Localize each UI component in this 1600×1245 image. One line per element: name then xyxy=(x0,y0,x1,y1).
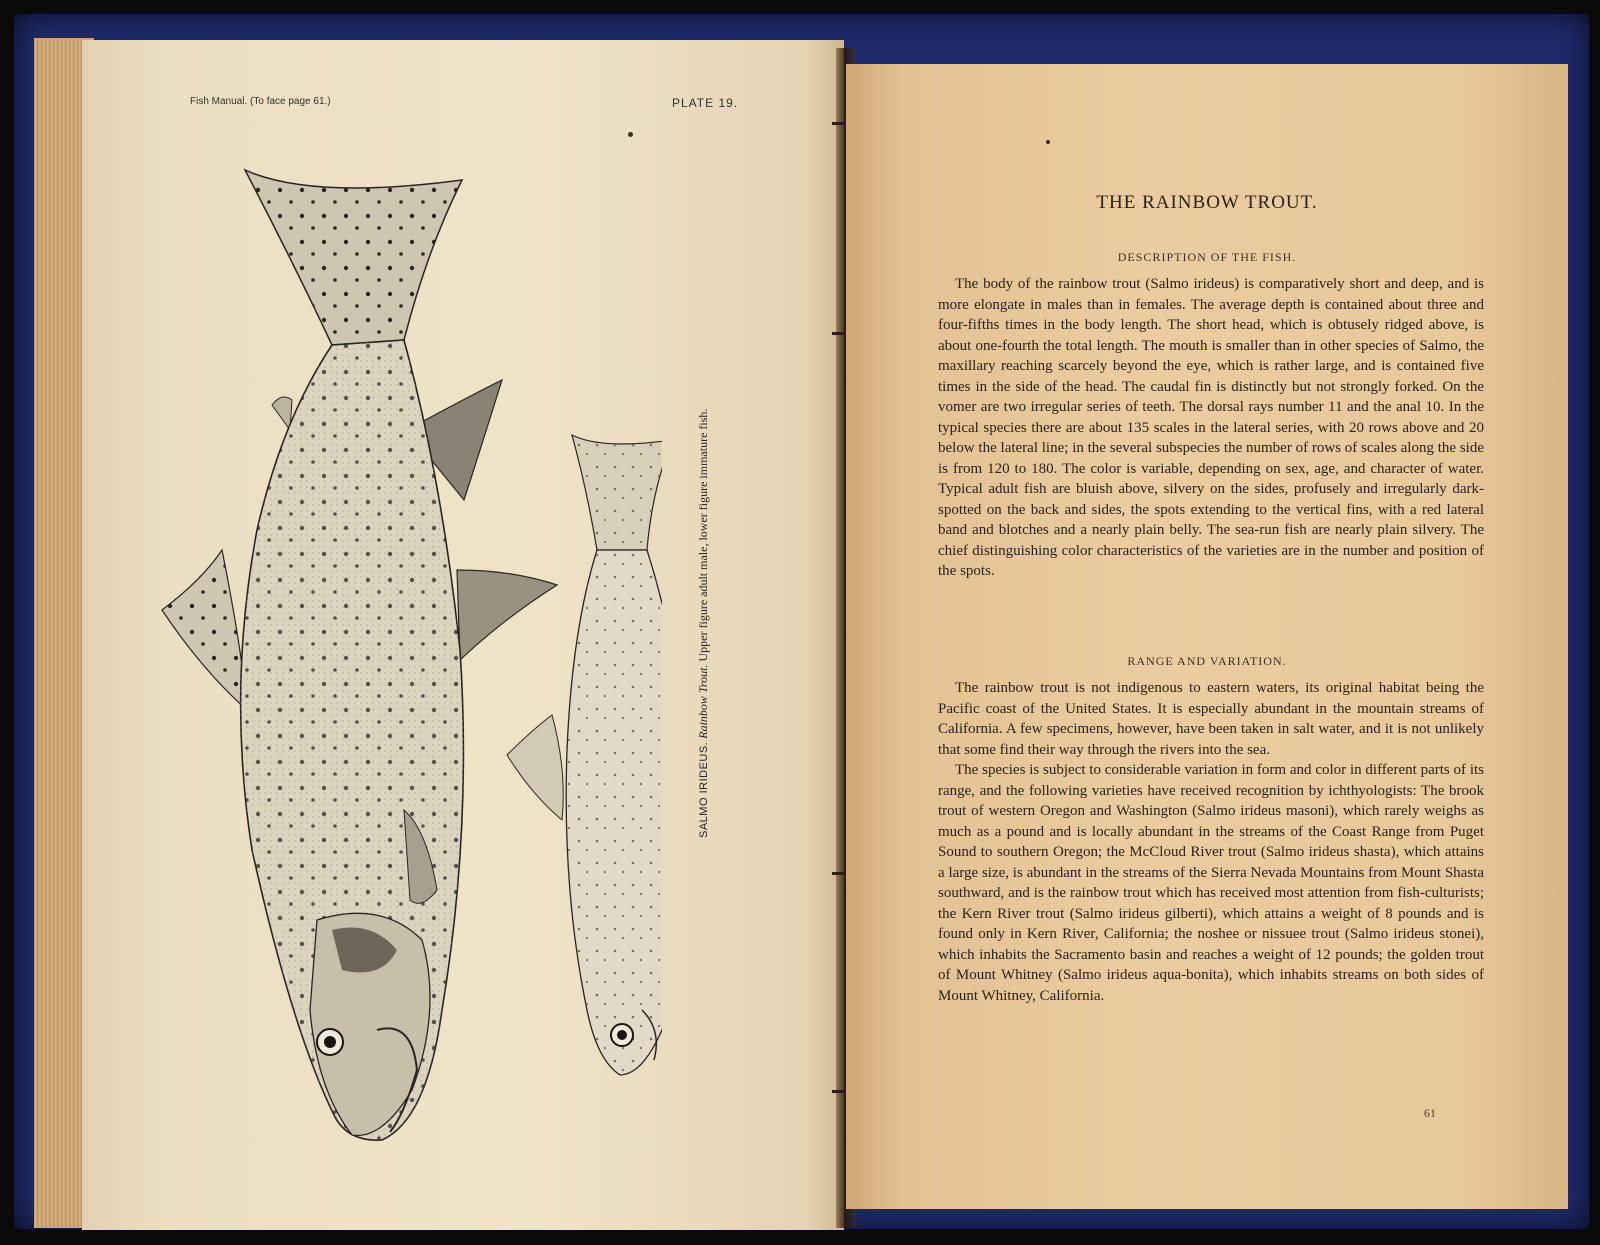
caption-description: Upper figure adult male, lower figure immature fish. xyxy=(696,408,710,662)
ink-spot xyxy=(1046,140,1050,144)
fish-illustration xyxy=(142,130,662,1170)
plate-number: PLATE 19. xyxy=(672,96,739,110)
right-page xyxy=(846,64,1568,1209)
caption-common-name: Rainbow Trout. xyxy=(696,664,710,739)
caption-genus: SALMO IRIDEUS. xyxy=(698,741,710,838)
plate-caption xyxy=(696,368,718,838)
paragraph: The rainbow trout is not indigenous to eastern waters, its original habitat being the Pacific coast of the United States. It is especially abundant in the mountain streams of California. A few specimens, however, have been taken in salt water, and it is not unlikely that some find their way through the rivers into the sea. xyxy=(938,680,1484,758)
left-page xyxy=(82,40,844,1230)
section-heading-description: DESCRIPTION OF THE FISH. xyxy=(1117,250,1297,264)
immature-trout xyxy=(507,435,662,1075)
adult-male-trout xyxy=(162,170,557,1140)
description-text xyxy=(938,274,1484,582)
paragraph: The body of the rainbow trout (Salmo irideus) is comparatively short and deep, and is more elongate in males than in females. The average depth is contained about three and four-fifths times in the body length. The short head, which is obtusely ridged above, is about one-fourth the total length. The mouth is smaller than in other species of Salmo, the maxillary reaching scarcely beyond the eye, which is rather large, and is contained five times in the side of the head. The caudal fin is distinctly but not strongly forked. On the vomer are two irregular series of teeth. The dorsal rays number 11 and the anal 10. In the typical species there are about 135 scales in the lateral series, with 20 rows above and 20 below the lateral line; in the several subspecies the number of rows of scales along the side is from 120 to 180. The color is variable, depending on sex, age, and character of water. Typical adult fish are bluish above, silvery on the sides, profusely and irregularly dark-spotted on the back and sides, the spots extending to the vertical fins, with a red lateral band and blotches and a nearly plain belly. The sea-run fish are nearly plain silvery. The chief distinguishing color characteristics of the varieties are in the number and position of the spots. xyxy=(938,276,1484,579)
paragraph: The species is subject to considerable variation in form and color in different parts of its range, and the following varieties have received recognition by ichthyologists: The brook trout of western Oregon and Washington (Salmo irideus masoni), which rarely weighs as much as a pound and is locally abundant in the streams of the Coast Range from Puget Sound to southern Oregon; the McCloud River trout (Salmo irideus shasta), which attains a large size, is abundant in the streams of the Sierra Nevada Mountains from Mount Shasta southward, and is the rainbow trout which has received most attention from fish-culturists; the Kern River trout (Salmo irideus gilberti), which attains a weight of 8 pounds and is found only in Kern River, California; the noshee or nissuee trout (Salmo irideus stonei), which inhabits the Sacramento basin and reaches a weight of 12 pounds; the golden trout of Mount Whitney (Salmo irideus aqua-bonita), which inhabits streams on both sides of Mount Whitney, California. xyxy=(938,762,1484,1004)
section-heading-range: RANGE AND VARIATION. xyxy=(1127,654,1287,668)
page-title: THE RAINBOW TROUT. xyxy=(1096,192,1318,213)
plate-header-left: Fish Manual. (To face page 61.) xyxy=(190,96,331,107)
range-text xyxy=(938,678,1484,1006)
page-number: 61 xyxy=(1424,1106,1436,1120)
